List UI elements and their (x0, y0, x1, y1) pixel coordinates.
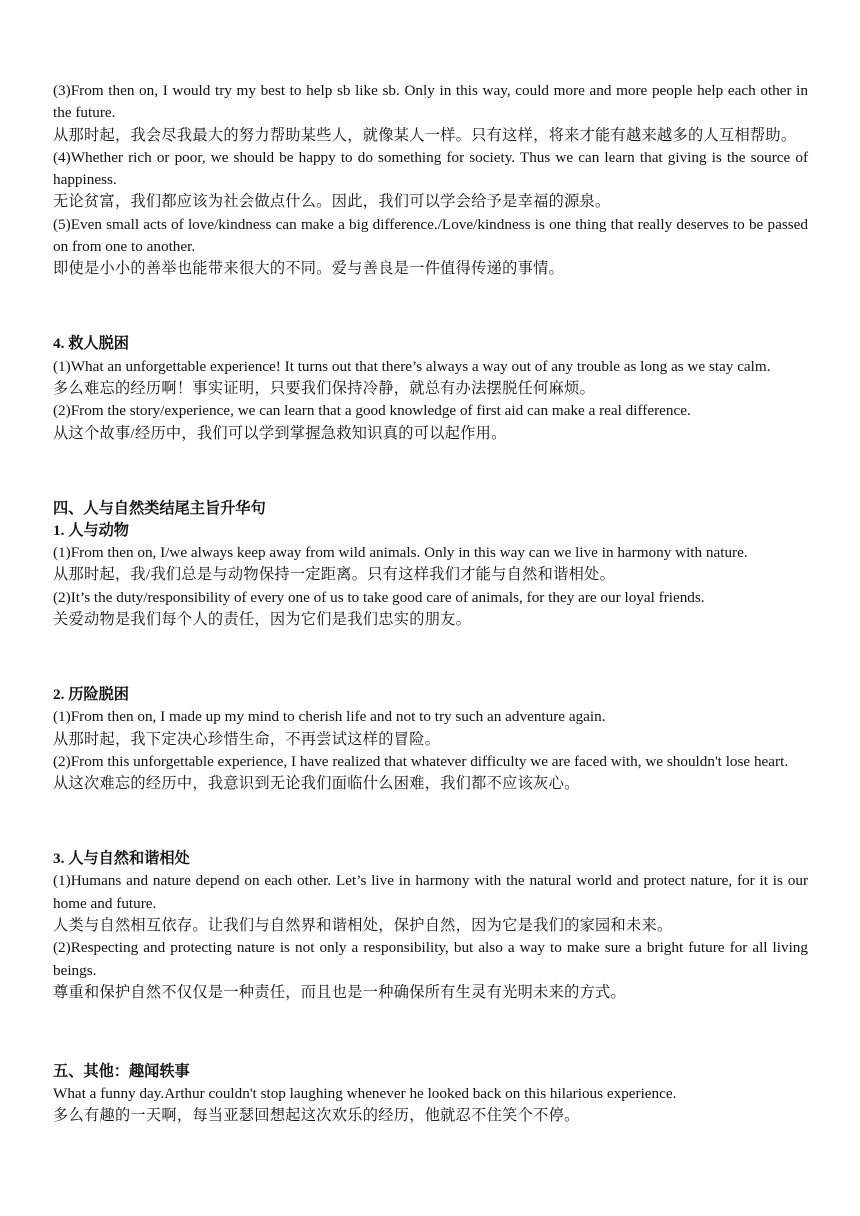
chinese-translation: 从这次难忘的经历中，我意识到无论我们面临什么困难，我们都不应该灰心。 (53, 775, 580, 793)
english-sentence: (5)Even small acts of love/kindness can make a big difference./Love/kindness is one thing that really deserves to be passed on from one to another. (53, 215, 808, 256)
section-heading: 五、其他：趣闻轶事 (53, 1062, 190, 1080)
chinese-translation: 人类与自然相互依存。让我们与自然界和谐相处，保护自然，因为它是我们的家园和未来。 (53, 917, 673, 934)
chinese-translation: 从那时起，我会尽我最大的努力帮助某些人，就像某人一样。只有这样，将来才能有越来越多的人互相帮助。 (53, 126, 797, 144)
english-sentence: (2)From this unforgettable experience, I have realized that whatever difficulty we are faced with, we shouldn't lose heart. (53, 752, 789, 770)
chinese-translation: 多么有趣的一天啊，每当亚瑟回想起这次欢乐的经历，他就忍不住笑个不停。 (53, 1107, 580, 1125)
english-sentence: (1)Humans and nature depend on each other. Let’s live in harmony with the natural world and protect nature, for it is our home and future. (53, 872, 808, 912)
chinese-translation: 多么难忘的经历啊！事实证明，只要我们保持冷静，就总有办法摆脱任何麻烦。 (53, 379, 596, 397)
english-sentence: (1)From then on, I made up my mind to cherish life and not to try such an adventure again. (53, 708, 606, 726)
chinese-translation: 无论贫富，我们都应该为社会做点什么。因此，我们可以学会给予是幸福的源泉。 (53, 193, 611, 211)
chinese-translation: 即使是小小的善举也能带来很大的不同。爱与善良是一件值得传递的事情。 (53, 260, 565, 278)
chinese-translation: 尊重和保护自然不仅仅是一种责任，而且也是一种确保所有生灵有光明未来的方式。 (53, 983, 627, 1001)
paragraph-gap (53, 1019, 808, 1045)
english-sentence: (2)From the story/experience, we can learn that a good knowledge of first aid can make a real difference. (53, 402, 691, 420)
english-sentence: (1)What an unforgettable experience! It turns out that there’s always a way out of any trouble as long as we stay calm. (53, 357, 771, 375)
chinese-translation: 关爱动物是我们每个人的责任，因为它们是我们忠实的朋友。 (53, 610, 472, 628)
subsection-heading: 3. 人与自然和谐相处 (53, 850, 190, 868)
paragraph-gap (53, 646, 808, 668)
english-sentence: (4)Whether rich or poor, we should be happy to do something for society. Thus we can learn that giving is the source of happiness. (53, 148, 808, 189)
english-sentence: (1)From then on, I/we always keep away from wild animals. Only in this way can we live in harmony with nature. (53, 544, 748, 562)
chinese-translation: 从这个故事/经历中，我们可以学到掌握急救知识真的可以起作用。 (53, 424, 507, 442)
subsection-heading: 1. 人与动物 (53, 521, 129, 539)
paragraph-gap (53, 296, 808, 318)
english-sentence: What a funny day.Arthur couldn't stop laughing whenever he looked back on this hilarious experience. (53, 1084, 677, 1102)
english-sentence: (3)From then on, I would try my best to help sb like sb. Only in this way, could more and more people help each other in the future. (53, 82, 808, 122)
chinese-translation: 从那时起，我/我们总是与动物保持一定距离。只有这样我们才能与自然和谐相处。 (53, 566, 616, 584)
paragraph-gap (53, 811, 808, 833)
paragraph-gap (53, 460, 808, 482)
chinese-translation: 从那时起，我下定决心珍惜生命，不再尝试这样的冒险。 (53, 730, 441, 748)
section-heading: 四、人与自然类结尾主旨升华句 (53, 499, 266, 517)
subsection-heading: 4. 救人脱困 (53, 335, 129, 353)
english-sentence: (2)It’s the duty/responsibility of every one of us to take good care of animals, for they are our loyal friends. (53, 588, 705, 606)
english-sentence: (2)Respecting and protecting nature is not only a responsibility, but also a way to make sure a bright future for all living beings. (53, 939, 808, 979)
subsection-heading: 2. 历险脱困 (53, 685, 129, 703)
